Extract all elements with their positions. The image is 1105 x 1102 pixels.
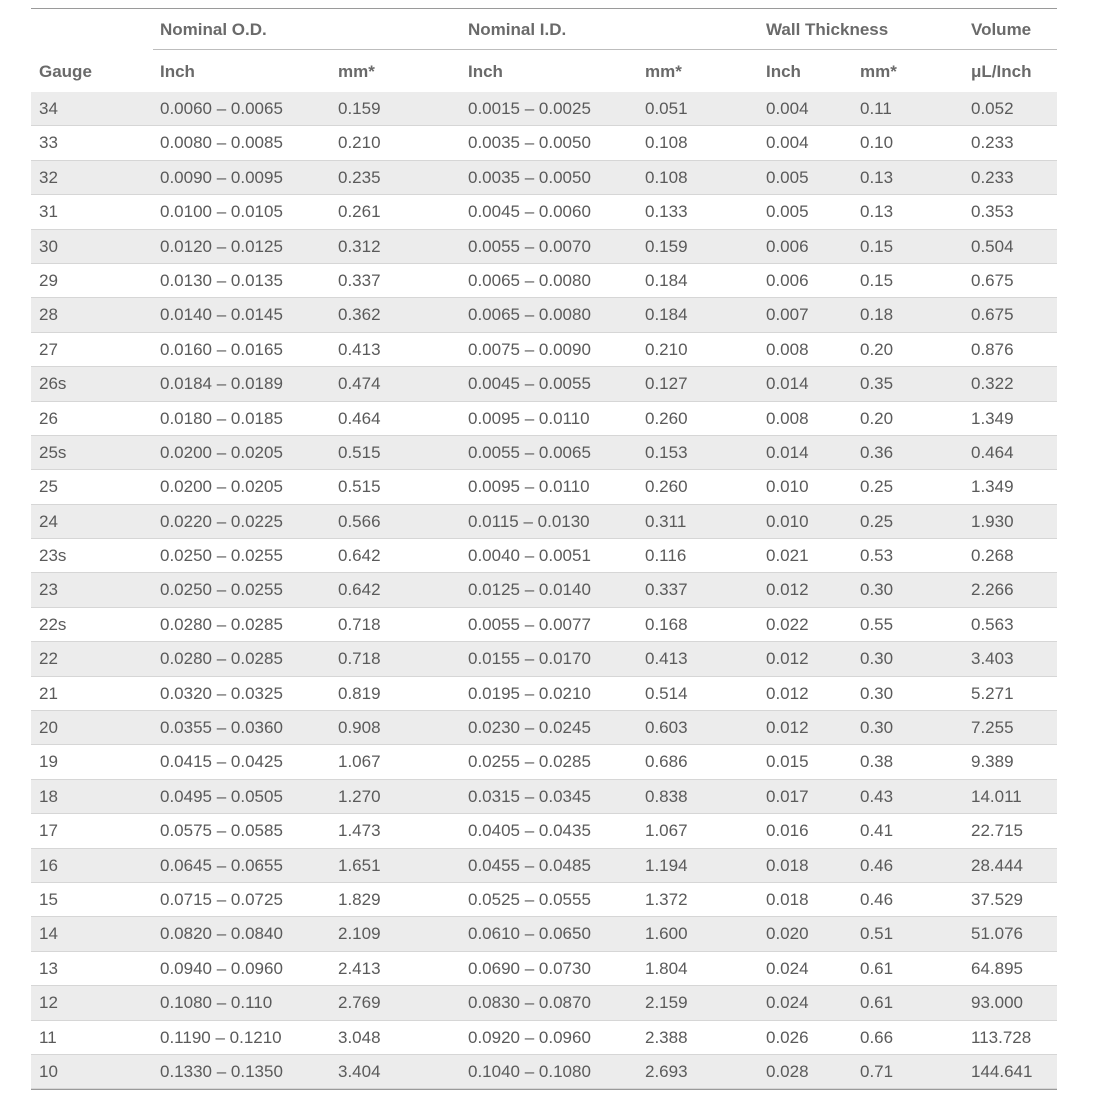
cell-volume: 37.529 (971, 889, 1023, 909)
cell-id-inch: 0.0095 – 0.0110 (468, 477, 590, 497)
table-row (31, 917, 1057, 951)
table-row (31, 505, 1057, 539)
cell-od-mm: 1.067 (338, 752, 381, 772)
cell-wall-mm: 0.30 (860, 683, 894, 703)
cell-od-inch: 0.0220 – 0.0225 (160, 511, 283, 531)
cell-od-mm: 1.473 (338, 821, 381, 841)
cell-wall-inch: 0.020 (766, 924, 809, 944)
cell-od-mm: 0.642 (338, 546, 381, 566)
cell-gauge: 26 (39, 408, 58, 428)
table-row (31, 573, 1057, 607)
table-row (31, 986, 1057, 1020)
cell-od-inch: 0.0080 – 0.0085 (160, 133, 283, 153)
cell-wall-mm: 0.36 (860, 442, 894, 462)
cell-id-mm: 0.133 (645, 202, 688, 222)
cell-wall-inch: 0.024 (766, 993, 809, 1013)
cell-wall-inch: 0.016 (766, 821, 809, 841)
table-row (31, 195, 1057, 229)
cell-od-mm: 3.404 (338, 1061, 381, 1081)
table-row (31, 642, 1057, 676)
cell-od-inch: 0.0415 – 0.0425 (160, 752, 283, 772)
cell-od-mm: 0.312 (338, 236, 381, 256)
cell-id-mm: 0.127 (645, 374, 688, 394)
cell-od-inch: 0.0100 – 0.0105 (160, 202, 283, 222)
group-header-nominal-od: Nominal O.D. (160, 20, 267, 39)
cell-od-inch: 0.0645 – 0.0655 (160, 855, 283, 875)
cell-wall-mm: 0.43 (860, 786, 894, 806)
cell-od-inch: 0.1330 – 0.1350 (160, 1061, 283, 1081)
cell-id-mm: 2.693 (645, 1061, 688, 1081)
cell-od-mm: 1.651 (338, 855, 381, 875)
cell-wall-mm: 0.53 (860, 546, 894, 566)
cell-gauge: 13 (39, 958, 58, 978)
cell-id-inch: 0.0035 – 0.0050 (468, 133, 591, 153)
cell-od-mm: 0.159 (338, 99, 381, 118)
cell-wall-inch: 0.005 (766, 202, 809, 222)
cell-volume: 0.464 (971, 442, 1014, 462)
cell-volume: 5.271 (971, 683, 1014, 703)
cell-id-mm: 0.153 (645, 442, 688, 462)
cell-id-inch: 0.0455 – 0.0485 (468, 855, 591, 875)
cell-wall-mm: 0.11 (860, 99, 892, 118)
cell-gauge: 31 (39, 202, 58, 222)
cell-wall-mm: 0.41 (860, 821, 894, 841)
column-header-wall-inch: Inch (766, 62, 801, 81)
cell-id-inch: 0.0035 – 0.0050 (468, 167, 591, 187)
cell-od-inch: 0.0715 – 0.0725 (160, 889, 283, 909)
table-row (31, 711, 1057, 745)
table-row (31, 230, 1057, 264)
cell-wall-inch: 0.006 (766, 270, 809, 290)
cell-id-mm: 0.603 (645, 718, 688, 738)
cell-wall-mm: 0.10 (860, 133, 894, 153)
table-row (31, 161, 1057, 195)
cell-gauge: 26s (39, 374, 67, 394)
cell-wall-mm: 0.13 (860, 167, 894, 187)
table-row (31, 436, 1057, 470)
cell-id-mm: 0.413 (645, 649, 688, 669)
cell-volume: 144.641 (971, 1061, 1033, 1081)
cell-id-inch: 0.0125 – 0.0140 (468, 580, 591, 600)
cell-gauge: 12 (39, 993, 58, 1013)
cell-od-inch: 0.0250 – 0.0255 (160, 546, 283, 566)
cell-wall-inch: 0.014 (766, 442, 809, 462)
cell-wall-inch: 0.018 (766, 855, 809, 875)
cell-gauge: 15 (39, 889, 58, 909)
cell-id-inch: 0.0055 – 0.0070 (468, 236, 591, 256)
cell-id-inch: 0.0525 – 0.0555 (468, 889, 591, 909)
table-row (31, 126, 1057, 160)
cell-wall-mm: 0.61 (860, 958, 894, 978)
cell-od-inch: 0.0120 – 0.0125 (160, 236, 283, 256)
cell-id-inch: 0.0195 – 0.0210 (468, 683, 591, 703)
cell-gauge: 10 (39, 1061, 58, 1081)
cell-id-mm: 1.600 (645, 924, 688, 944)
cell-wall-mm: 0.38 (860, 752, 894, 772)
cell-id-mm: 1.804 (645, 958, 688, 978)
column-header-gauge: Gauge (39, 62, 92, 81)
cell-id-inch: 0.0065 – 0.0080 (468, 270, 591, 290)
cell-gauge: 21 (39, 683, 58, 703)
cell-id-inch: 0.0115 – 0.0130 (468, 511, 590, 531)
table-row (31, 883, 1057, 917)
table-row (31, 814, 1057, 848)
table-row (31, 402, 1057, 436)
cell-od-inch: 0.0090 – 0.0095 (160, 167, 283, 187)
cell-wall-inch: 0.026 (766, 1027, 809, 1047)
cell-volume: 1.349 (971, 477, 1014, 497)
cell-volume: 0.675 (971, 270, 1014, 290)
cell-id-inch: 0.0045 – 0.0060 (468, 202, 591, 222)
column-header-id-inch: Inch (468, 62, 503, 81)
cell-wall-mm: 0.55 (860, 614, 894, 634)
cell-od-inch: 0.0200 – 0.0205 (160, 442, 283, 462)
cell-id-inch: 0.0055 – 0.0077 (468, 614, 591, 634)
cell-od-mm: 1.270 (338, 786, 381, 806)
cell-gauge: 29 (39, 270, 58, 290)
cell-gauge: 23s (39, 546, 67, 566)
cell-od-inch: 0.1190 – 0.1210 (160, 1027, 282, 1047)
cell-id-inch: 0.0065 – 0.0080 (468, 305, 591, 325)
cell-wall-inch: 0.012 (766, 683, 809, 703)
cell-volume: 0.876 (971, 339, 1014, 359)
cell-wall-inch: 0.017 (766, 786, 809, 806)
table-row (31, 608, 1057, 642)
cell-volume: 93.000 (971, 993, 1023, 1013)
gauge-table (31, 8, 1057, 1090)
cell-volume: 0.563 (971, 614, 1014, 634)
cell-id-mm: 2.159 (645, 993, 688, 1013)
cell-gauge: 18 (39, 786, 58, 806)
cell-volume: 0.675 (971, 305, 1014, 325)
cell-od-inch: 0.0250 – 0.0255 (160, 580, 283, 600)
cell-wall-mm: 0.46 (860, 855, 894, 875)
cell-gauge: 27 (39, 339, 58, 359)
cell-gauge: 34 (39, 99, 58, 118)
cell-wall-mm: 0.30 (860, 649, 894, 669)
cell-gauge: 22 (39, 649, 58, 669)
cell-od-mm: 0.908 (338, 718, 381, 738)
cell-volume: 28.444 (971, 855, 1023, 875)
cell-gauge: 24 (39, 511, 58, 531)
cell-od-mm: 0.474 (338, 374, 381, 394)
cell-volume: 51.076 (971, 924, 1023, 944)
cell-volume: 0.052 (971, 99, 1014, 118)
cell-volume: 9.389 (971, 752, 1014, 772)
cell-id-mm: 2.388 (645, 1027, 688, 1047)
cell-od-inch: 0.0160 – 0.0165 (160, 339, 283, 359)
cell-id-mm: 0.108 (645, 167, 688, 187)
cell-id-mm: 0.159 (645, 236, 688, 256)
cell-od-mm: 2.413 (338, 958, 381, 978)
cell-od-inch: 0.0180 – 0.0185 (160, 408, 283, 428)
cell-wall-inch: 0.028 (766, 1061, 809, 1081)
table-row (31, 1055, 1057, 1089)
cell-wall-inch: 0.021 (766, 546, 809, 566)
cell-gauge: 30 (39, 236, 58, 256)
cell-id-mm: 0.260 (645, 477, 688, 497)
table-row (31, 367, 1057, 401)
cell-od-inch: 0.0140 – 0.0145 (160, 305, 283, 325)
cell-id-inch: 0.0830 – 0.0870 (468, 993, 591, 1013)
cell-wall-inch: 0.008 (766, 408, 809, 428)
cell-od-mm: 1.829 (338, 889, 381, 909)
cell-id-inch: 0.0015 – 0.0025 (468, 99, 591, 118)
cell-od-mm: 0.235 (338, 167, 381, 187)
cell-wall-mm: 0.25 (860, 477, 894, 497)
cell-wall-inch: 0.004 (766, 99, 809, 118)
cell-id-inch: 0.0230 – 0.0245 (468, 718, 591, 738)
cell-od-mm: 2.109 (338, 924, 381, 944)
cell-wall-mm: 0.35 (860, 374, 894, 394)
group-header-row (31, 9, 1057, 50)
cell-wall-mm: 0.15 (860, 236, 894, 256)
cell-volume: 0.268 (971, 546, 1014, 566)
table-row (31, 539, 1057, 573)
cell-od-inch: 0.0200 – 0.0205 (160, 477, 283, 497)
cell-od-inch: 0.0280 – 0.0285 (160, 614, 283, 634)
cell-od-inch: 0.0820 – 0.0840 (160, 924, 283, 944)
cell-gauge: 16 (39, 855, 58, 875)
column-header-wall-mm: mm* (860, 62, 897, 81)
cell-od-inch: 0.0495 – 0.0505 (160, 786, 283, 806)
cell-od-mm: 0.642 (338, 580, 381, 600)
table-row (31, 470, 1057, 504)
cell-id-inch: 0.0315 – 0.0345 (468, 786, 591, 806)
cell-gauge: 33 (39, 133, 58, 153)
table-row (31, 1021, 1057, 1055)
cell-volume: 64.895 (971, 958, 1023, 978)
cell-wall-inch: 0.018 (766, 889, 809, 909)
cell-od-mm: 0.337 (338, 270, 381, 290)
cell-gauge: 22s (39, 614, 67, 634)
table-body (31, 92, 1057, 1089)
cell-gauge: 23 (39, 580, 58, 600)
cell-id-mm: 1.067 (645, 821, 688, 841)
cell-od-inch: 0.0280 – 0.0285 (160, 649, 283, 669)
cell-id-inch: 0.0920 – 0.0960 (468, 1027, 591, 1047)
cell-od-mm: 0.566 (338, 511, 381, 531)
cell-od-inch: 0.0355 – 0.0360 (160, 718, 283, 738)
cell-volume: 0.233 (971, 167, 1014, 187)
cell-volume: 22.715 (971, 821, 1023, 841)
cell-wall-inch: 0.012 (766, 649, 809, 669)
cell-wall-inch: 0.015 (766, 752, 809, 772)
cell-id-mm: 0.686 (645, 752, 688, 772)
cell-id-mm: 1.372 (645, 889, 688, 909)
group-header-nominal-id: Nominal I.D. (468, 20, 567, 39)
cell-gauge: 25s (39, 442, 67, 462)
cell-id-mm: 0.184 (645, 305, 688, 325)
cell-id-mm: 0.210 (645, 339, 688, 359)
column-header-row (31, 50, 1057, 92)
cell-id-inch: 0.0040 – 0.0051 (468, 546, 591, 566)
cell-gauge: 20 (39, 718, 58, 738)
cell-id-inch: 0.0055 – 0.0065 (468, 442, 591, 462)
cell-wall-mm: 0.18 (860, 305, 894, 325)
table-row (31, 780, 1057, 814)
cell-id-mm: 0.184 (645, 270, 688, 290)
cell-wall-mm: 0.71 (860, 1061, 894, 1081)
table-row (31, 92, 1057, 126)
cell-gauge: 14 (39, 924, 58, 944)
cell-wall-inch: 0.022 (766, 614, 809, 634)
cell-id-mm: 1.194 (645, 855, 688, 875)
cell-od-mm: 0.210 (338, 133, 381, 153)
cell-volume: 1.349 (971, 408, 1014, 428)
cell-wall-mm: 0.46 (860, 889, 894, 909)
cell-od-mm: 0.515 (338, 442, 381, 462)
cell-od-mm: 0.819 (338, 683, 381, 703)
table-row (31, 264, 1057, 298)
cell-id-mm: 0.116 (645, 546, 687, 566)
cell-wall-inch: 0.012 (766, 718, 809, 738)
cell-od-mm: 2.769 (338, 993, 381, 1013)
cell-id-inch: 0.0405 – 0.0435 (468, 821, 591, 841)
cell-wall-inch: 0.005 (766, 167, 809, 187)
cell-id-mm: 0.051 (645, 99, 688, 118)
column-header-od-inch: Inch (160, 62, 195, 81)
cell-volume: 3.403 (971, 649, 1014, 669)
group-header-volume: Volume (971, 20, 1032, 39)
cell-id-inch: 0.0075 – 0.0090 (468, 339, 591, 359)
cell-id-inch: 0.0255 – 0.0285 (468, 752, 591, 772)
cell-wall-mm: 0.13 (860, 202, 894, 222)
cell-wall-inch: 0.008 (766, 339, 809, 359)
cell-wall-mm: 0.25 (860, 511, 894, 531)
cell-od-inch: 0.0575 – 0.0585 (160, 821, 283, 841)
cell-wall-inch: 0.006 (766, 236, 809, 256)
cell-id-mm: 0.311 (645, 511, 687, 531)
cell-id-inch: 0.0095 – 0.0110 (468, 408, 590, 428)
cell-wall-inch: 0.014 (766, 374, 809, 394)
cell-volume: 14.011 (971, 786, 1022, 806)
column-header-od-mm: mm* (338, 62, 375, 81)
bottom-rule (31, 1089, 1057, 1090)
cell-wall-inch: 0.010 (766, 477, 809, 497)
cell-id-mm: 0.514 (645, 683, 688, 703)
cell-id-inch: 0.1040 – 0.1080 (468, 1061, 591, 1081)
cell-gauge: 25 (39, 477, 58, 497)
cell-wall-mm: 0.66 (860, 1027, 894, 1047)
cell-gauge: 28 (39, 305, 58, 325)
cell-wall-mm: 0.51 (860, 924, 894, 944)
cell-od-inch: 0.0940 – 0.0960 (160, 958, 283, 978)
column-header-volume: μL/Inch (971, 62, 1032, 81)
cell-id-inch: 0.0155 – 0.0170 (468, 649, 591, 669)
cell-wall-inch: 0.007 (766, 305, 809, 325)
cell-gauge: 32 (39, 167, 58, 187)
cell-wall-inch: 0.004 (766, 133, 809, 153)
table-row (31, 677, 1057, 711)
cell-wall-mm: 0.15 (860, 270, 894, 290)
cell-od-mm: 0.464 (338, 408, 381, 428)
cell-volume: 113.728 (971, 1027, 1032, 1047)
table-row (31, 745, 1057, 779)
cell-od-mm: 0.718 (338, 614, 381, 634)
cell-volume: 2.266 (971, 580, 1014, 600)
cell-id-mm: 0.337 (645, 580, 688, 600)
cell-od-mm: 0.515 (338, 477, 381, 497)
cell-od-mm: 0.413 (338, 339, 381, 359)
cell-id-mm: 0.260 (645, 408, 688, 428)
cell-od-mm: 0.362 (338, 305, 381, 325)
cell-od-inch: 0.0320 – 0.0325 (160, 683, 283, 703)
cell-id-inch: 0.0045 – 0.0055 (468, 374, 591, 394)
cell-wall-inch: 0.010 (766, 511, 809, 531)
table-row (31, 849, 1057, 883)
cell-gauge: 19 (39, 752, 58, 772)
table-row (31, 952, 1057, 986)
cell-id-mm: 0.838 (645, 786, 688, 806)
cell-wall-mm: 0.30 (860, 718, 894, 738)
cell-wall-mm: 0.61 (860, 993, 894, 1013)
cell-od-mm: 0.718 (338, 649, 381, 669)
cell-wall-inch: 0.012 (766, 580, 809, 600)
table-row (31, 298, 1057, 332)
cell-wall-inch: 0.024 (766, 958, 809, 978)
cell-od-inch: 0.0184 – 0.0189 (160, 374, 283, 394)
cell-wall-mm: 0.20 (860, 408, 894, 428)
cell-od-mm: 0.261 (338, 202, 381, 222)
cell-wall-mm: 0.20 (860, 339, 894, 359)
group-header-wall-thickness: Wall Thickness (766, 20, 889, 39)
cell-volume: 1.930 (971, 511, 1014, 531)
cell-id-mm: 0.168 (645, 614, 688, 634)
cell-gauge: 17 (39, 821, 58, 841)
cell-od-mm: 3.048 (338, 1027, 381, 1047)
cell-volume: 0.504 (971, 236, 1014, 256)
table-row (31, 333, 1057, 367)
cell-id-mm: 0.108 (645, 133, 688, 153)
cell-od-inch: 0.0060 – 0.0065 (160, 99, 283, 118)
column-header-id-mm: mm* (645, 62, 682, 81)
cell-od-inch: 0.0130 – 0.0135 (160, 270, 283, 290)
cell-volume: 7.255 (971, 718, 1014, 738)
cell-wall-mm: 0.30 (860, 580, 894, 600)
cell-volume: 0.353 (971, 202, 1014, 222)
cell-volume: 0.322 (971, 374, 1014, 394)
cell-id-inch: 0.0610 – 0.0650 (468, 924, 591, 944)
cell-volume: 0.233 (971, 133, 1014, 153)
cell-id-inch: 0.0690 – 0.0730 (468, 958, 591, 978)
cell-od-inch: 0.1080 – 0.110 (160, 993, 273, 1013)
cell-gauge: 11 (39, 1027, 57, 1047)
